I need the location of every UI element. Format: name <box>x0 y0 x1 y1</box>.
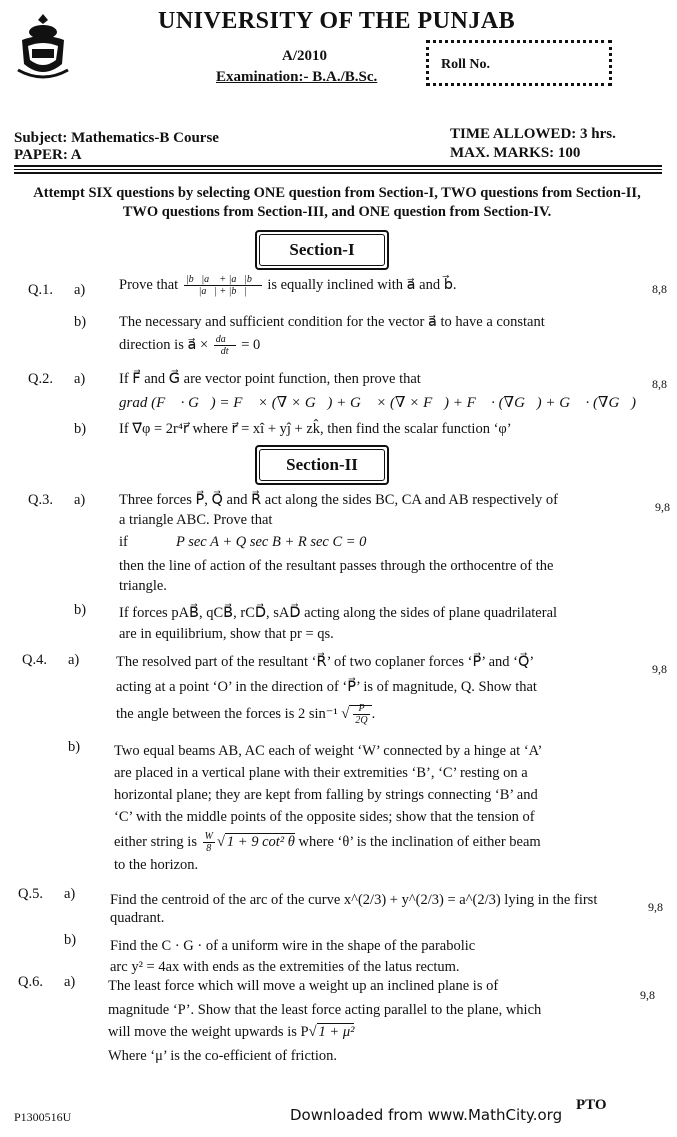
q3a-line1: Three forces P⃗, Q⃗ and R⃗ act along the sides BC, CA and AB respectively of <box>119 492 558 508</box>
q3b-line2: are in equilibrium, show that pr = qs. <box>119 626 334 642</box>
q4a-fraction-denominator: 2Q <box>355 715 368 726</box>
q4b-line3: horizontal plane; they are kept from falling by strings connecting ‘B’ and <box>114 787 538 803</box>
paper-line: PAPER: A <box>14 147 82 163</box>
part-label: b) <box>74 602 87 618</box>
part-label: a) <box>74 282 86 298</box>
sqrt-sign: √ <box>216 833 225 850</box>
q1a-text <box>119 274 639 297</box>
q5b-line1: Find the C · G · of a uniform wire in the shape of the parabolic <box>110 938 476 954</box>
q6a-line4: Where ‘μ’ is the co-efficient of friction. <box>108 1048 338 1064</box>
q2a-line2: grad (F⃗ · G⃗) = F⃗ × (∇ × G⃗) + G⃗ × (∇ × F⃗) + F⃗ · (∇G⃗) + G⃗ · (∇G⃗) <box>119 395 636 411</box>
q5a-line1: Find the centroid of the arc of the curve x^(2/3) + y^(2/3) = a^(2/3) lying in the first <box>110 892 598 908</box>
q1a-fraction-numerator: |b⃗|a⃗ + |a⃗|b⃗ <box>185 274 260 285</box>
q3a-line5: triangle. <box>119 578 167 594</box>
sqrt-sign: √ <box>341 705 350 722</box>
question-number: Q.5. <box>18 886 43 902</box>
q4a-line2: acting at a point ‘O’ in the direction of ‘P⃗’ is of magnitude, Q. Show that <box>116 679 537 695</box>
instructions: Attempt SIX questions by selecting ONE question from Section-I, TWO questions from Section-II, TWO questions from Section-III, and ONE question from Section-IV. <box>33 185 641 220</box>
part-label: a) <box>74 492 86 508</box>
q4b-line5 <box>114 831 634 854</box>
q1-marks: 8,8 <box>652 282 667 296</box>
question-number: Q.3. <box>28 492 53 508</box>
exam-code: A/2010 <box>282 48 327 64</box>
q4a-fraction-numerator: P <box>353 703 369 715</box>
q3a-if: if <box>119 534 128 550</box>
q6a-line2: magnitude ‘P’. Show that the least force acting parallel to the plane, which <box>108 1002 542 1018</box>
q6a-line1: The least force which will move a weight up an inclined plane is of <box>108 978 499 994</box>
q1b-fraction <box>214 334 236 357</box>
part-label: a) <box>68 652 80 668</box>
q1a-fraction <box>184 274 262 297</box>
q3a-equation: P sec A + Q sec B + R sec C = 0 <box>176 534 367 550</box>
q4b-line2: are placed in a vertical plane with their extremities ‘B’, ‘C’ resting on a <box>114 765 528 781</box>
q1a-pre: Prove that <box>119 276 179 293</box>
q1b-line2 <box>119 334 639 357</box>
q5a-line2: quadrant. <box>110 910 165 926</box>
please-turn-over: PTO <box>576 1097 607 1113</box>
examination-label: Examination:- B.A./B.Sc. <box>216 69 378 85</box>
header-rule-top <box>14 165 662 167</box>
question-number: Q.2. <box>28 371 53 387</box>
paper-code: P1300516U <box>14 1110 72 1124</box>
q1b-fraction-numerator: da⃗ <box>215 334 234 345</box>
q4a-line1: The resolved part of the resultant ‘R⃗’ of two coplaner forces ‘P⃗’ and ‘Q⃗’ <box>116 654 535 670</box>
q4a-fraction <box>353 703 369 726</box>
part-label: b) <box>64 932 77 948</box>
q1b-line2-post: = 0 <box>241 336 261 353</box>
q2b-line: If ∇⃗φ = 2r⁴r⃗ where r⃗ = xî + yĵ + zk̂, then find the scalar function ‘φ’ <box>119 421 512 437</box>
q5b-line2: arc y² = 4ax with ends as the extremities of the latus rectum. <box>110 959 460 975</box>
q1b-line2-pre: direction is a⃗ × <box>119 336 209 353</box>
section-1-heading: Section-I <box>259 234 385 266</box>
q3a-line4: then the line of action of the resultant passes through the orthocentre of the <box>119 558 554 574</box>
q2-marks: 8,8 <box>652 377 667 391</box>
q4a-line3-pre: the angle between the forces is 2 sin⁻¹ <box>116 705 338 722</box>
header-rule-bottom <box>14 172 662 174</box>
part-label: a) <box>74 371 86 387</box>
q6a-line3 <box>108 1022 628 1042</box>
q4b-fraction-numerator: W <box>204 831 213 842</box>
q4b-line5-post: where ‘θ’ is the inclination of either beam <box>298 833 541 850</box>
q3a-line2: a triangle ABC. Prove that <box>119 512 273 528</box>
part-label: b) <box>68 739 81 755</box>
q4b-fraction <box>203 831 215 854</box>
sqrt-sign: √ <box>308 1024 317 1040</box>
q1a-post: is equally inclined with a⃗ and b⃗. <box>267 276 457 293</box>
part-label: a) <box>64 886 76 902</box>
q6a-line3-pre: will move the weight upwards is P <box>108 1024 309 1040</box>
roll-number-box <box>426 40 612 86</box>
q4b-fraction-denominator: 8 <box>206 843 212 854</box>
q4b-line6: to the horizon. <box>114 857 199 873</box>
question-number: Q.1. <box>28 282 53 298</box>
q4b-sqrt: 1 + 9 cot² θ <box>226 833 295 850</box>
part-label: b) <box>74 421 87 437</box>
download-source: Downloaded from www.MathCity.org <box>290 1106 563 1124</box>
question-number: Q.4. <box>22 652 47 668</box>
q4-marks: 9,8 <box>652 662 667 676</box>
part-label: a) <box>64 974 76 990</box>
section-2-heading-box <box>255 445 389 485</box>
header-rule-middle <box>14 169 662 170</box>
question-number: Q.6. <box>18 974 43 990</box>
q1b-line1: The necessary and sufficient condition for the vector a⃗ to have a constant <box>119 314 545 330</box>
q3b-line1: If forces pAB⃗, qCB⃗, rCD⃗, sAD⃗ acting along the sides of plane quadrilateral <box>119 605 558 621</box>
university-title: UNIVERSITY OF THE PUNJAB <box>158 8 516 34</box>
roll-number-label: Roll No. <box>441 57 490 72</box>
q1b-fraction-denominator: dt <box>220 346 229 357</box>
time-allowed: TIME ALLOWED: 3 hrs. <box>450 126 616 142</box>
q4a-sqrt <box>349 703 371 726</box>
q6a-sqrt: 1 + μ² <box>318 1024 355 1040</box>
q4b-line4: ‘C’ with the middle points of the opposite sides; show that the tension of <box>114 809 535 825</box>
q4a-line3: the angle between the forces is 2 sin⁻¹ √ $\frac{P}{2Q}$ . <box>116 703 376 726</box>
q4b-line1: Two equal beams AB, AC each of weight ‘W’ connected by a hinge at ‘A’ <box>114 743 543 759</box>
section-2-heading: Section-II <box>259 449 385 481</box>
section-1-heading-box <box>255 230 389 270</box>
q2a-line1: If F⃗ and G⃗ are vector point function, then prove that <box>119 371 421 387</box>
q4b-line5-pre: either string is <box>114 833 197 850</box>
q5-marks: 9,8 <box>648 900 663 914</box>
q1a-fraction-denominator: |a⃗| + |b⃗| <box>198 286 247 297</box>
part-label: b) <box>74 314 87 330</box>
max-marks: MAX. MARKS: 100 <box>450 145 581 161</box>
q3-marks: 9,8 <box>655 500 670 514</box>
university-crest-icon <box>14 10 72 82</box>
subject-line: Subject: Mathematics-B Course <box>14 130 219 146</box>
q6-marks: 9,8 <box>640 988 655 1002</box>
